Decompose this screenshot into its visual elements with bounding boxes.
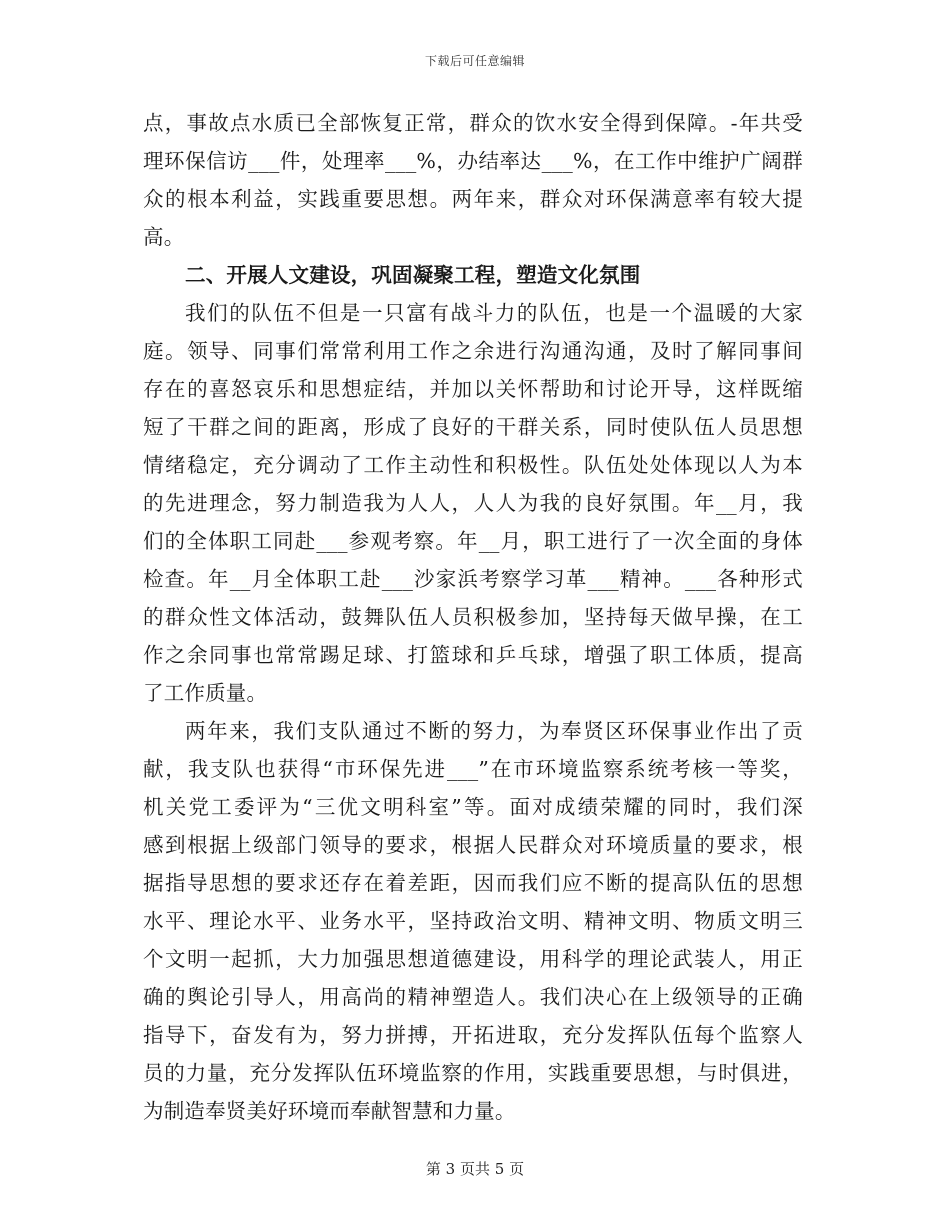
text-line: 理环保信访___件，处理率___%，办结率达___%，在工作中维护广阔群: [143, 149, 803, 173]
text-line: 的先进理念，努力制造我为人人，人人为我的良好氛围。年__月，我: [143, 491, 803, 515]
paragraph-team-culture: [143, 294, 803, 712]
heading-line: 二、开展人文建设，巩固凝聚工程，塑造文化氛围: [185, 263, 641, 287]
paragraph-continuation: [143, 104, 803, 256]
text-line: 指导下，奋发有为，努力拼搏，开拓进取，充分发挥队伍每个监察人: [143, 1023, 803, 1047]
text-line: 作之余同事也常常踢足球、打篮球和乒乓球，增强了职工体质，提高: [143, 643, 803, 667]
text-line: 了工作质量。: [143, 681, 268, 705]
text-line: 检查。年__月全体职工赴___沙家浜考察学习革___精神。___各种形式: [143, 567, 803, 591]
text-line: 水平、理论水平、业务水平，坚持政治文明、精神文明、物质文明三: [143, 909, 803, 933]
text-line: 两年来，我们支队通过不断的努力，为奉贤区环保事业作出了贡: [185, 719, 803, 743]
document-body: [143, 104, 803, 1130]
text-line: 个文明一起抓，大力加强思想道德建设，用科学的理论武装人，用正: [143, 947, 803, 971]
text-line: 确的舆论引导人，用高尚的精神塑造人。我们决心在上级领导的正确: [143, 985, 803, 1009]
text-line: 众的根本利益，实践重要思想。两年来，群众对环保满意率有较大提: [143, 187, 803, 211]
text-line: 短了干群之间的距离，形成了良好的干群关系，同时使队伍人员思想: [143, 415, 803, 439]
text-line: 存在的喜怒哀乐和思想症结，并加以关怀帮助和讨论开导，这样既缩: [143, 377, 803, 401]
text-line: 庭。领导、同事们常常利用工作之余进行沟通沟通，及时了解同事间: [143, 339, 803, 363]
page-header: 下载后可任意编辑: [424, 54, 525, 68]
text-line: 机关党工委评为“三优文明科室”等。面对成绩荣耀的同时，我们深: [143, 795, 803, 819]
text-line: 员的力量，充分发挥队伍环境监察的作用，实践重要思想，与时俱进，: [143, 1061, 803, 1085]
text-line: 们的全体职工同赴___参观考察。年__月，职工进行了一次全面的身体: [143, 529, 803, 553]
paragraph-achievements: [143, 712, 803, 1130]
text-line: 感到根据上级部门领导的要求，根据人民群众对环境质量的要求，根: [143, 833, 803, 857]
text-line: 点，事故点水质已全部恢复正常，群众的饮水安全得到保障。-年共受: [143, 111, 803, 135]
text-line: 高。: [143, 225, 185, 249]
text-line: 为制造奉贤美好环境而奉献智慧和力量。: [143, 1099, 516, 1123]
text-line: 据指导思想的要求还存在着差距，因而我们应不断的提高队伍的思想: [143, 871, 803, 895]
page-number: 第 3 页共 5 页: [425, 1160, 525, 1178]
text-line: 的群众性文体活动，鼓舞队伍人员积极参加，坚持每天做早操，在工: [143, 605, 803, 629]
text-line: 献，我支队也获得“市环保先进___”在市环境监察系统考核一等奖，: [143, 757, 803, 781]
text-line: 情绪稳定，充分调动了工作主动性和积极性。队伍处处体现以人为本: [143, 453, 803, 477]
section-heading: [143, 256, 803, 294]
text-line: 我们的队伍不但是一只富有战斗力的队伍，也是一个温暖的大家: [185, 301, 803, 325]
